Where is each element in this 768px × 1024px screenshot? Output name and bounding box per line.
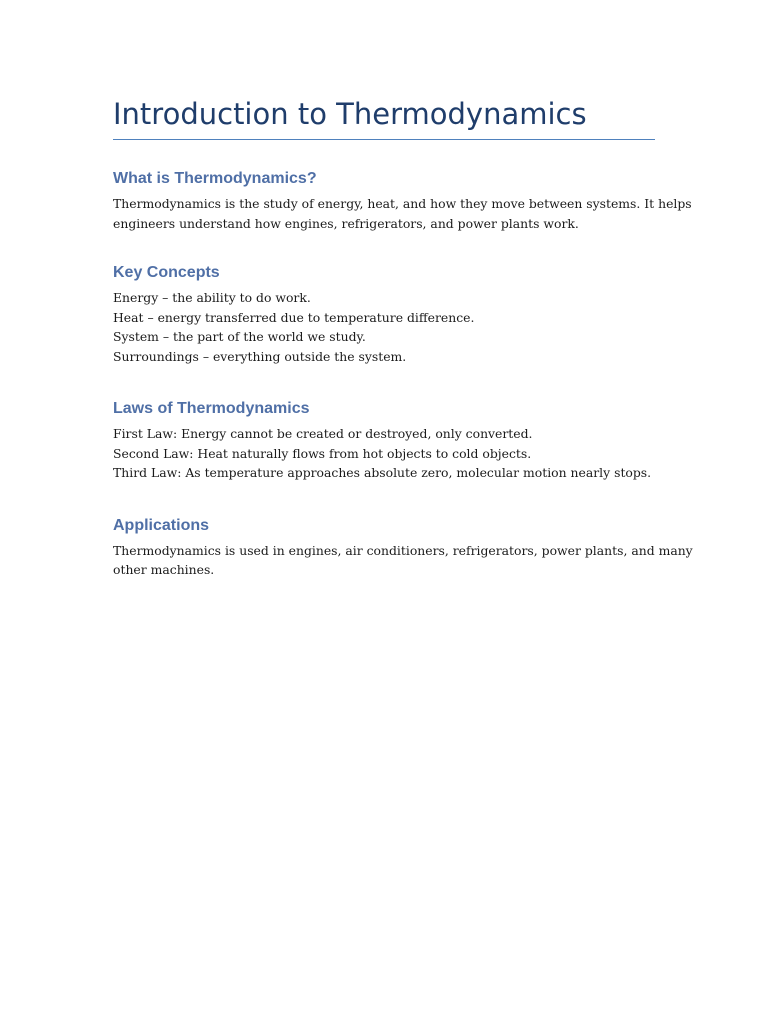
section-heading: Laws of Thermodynamics bbox=[113, 400, 310, 417]
paragraph-line: other machines. bbox=[113, 562, 215, 577]
paragraph-line: Thermodynamics is used in engines, air conditioners, refrigerators, power plants, and many bbox=[113, 542, 693, 558]
document-page bbox=[113, 0, 693, 580]
section-paragraph bbox=[113, 424, 655, 483]
page-title: Introduction to Thermodynamics bbox=[113, 97, 587, 131]
law-line-first: First Law: Energy cannot be created or destroyed, only converted. bbox=[113, 426, 533, 441]
section-paragraph bbox=[113, 288, 655, 366]
section-applications bbox=[113, 516, 693, 580]
paragraph-line: engineers understand how engines, refrigerators, and power plants work. bbox=[113, 215, 579, 231]
section-paragraph bbox=[113, 541, 693, 580]
section-paragraph bbox=[113, 194, 692, 233]
section-heading: What is Thermodynamics? bbox=[113, 170, 317, 187]
concept-line-surroundings: Surroundings – everything outside the system. bbox=[113, 348, 407, 364]
paragraph-line: Thermodynamics is the study of energy, heat, and how they move between systems. It helps bbox=[113, 196, 692, 211]
section-heading: Key Concepts bbox=[113, 264, 220, 281]
section-laws bbox=[113, 399, 655, 483]
title-divider bbox=[113, 139, 655, 140]
concept-line-system: System – the part of the world we study. bbox=[113, 329, 366, 344]
law-line-second: Second Law: Heat naturally flows from hot objects to cold objects. bbox=[113, 445, 532, 461]
section-heading: Applications bbox=[113, 516, 210, 534]
law-line-third: Third Law: As temperature approaches absolute zero, molecular motion nearly stops. bbox=[113, 465, 652, 480]
concept-line-heat: Heat – energy transferred due to temperature difference. bbox=[113, 309, 475, 325]
concept-line-energy: Energy – the ability to do work. bbox=[113, 290, 311, 305]
section-key-concepts bbox=[113, 263, 655, 366]
section-what-is-thermodynamics bbox=[113, 169, 692, 233]
